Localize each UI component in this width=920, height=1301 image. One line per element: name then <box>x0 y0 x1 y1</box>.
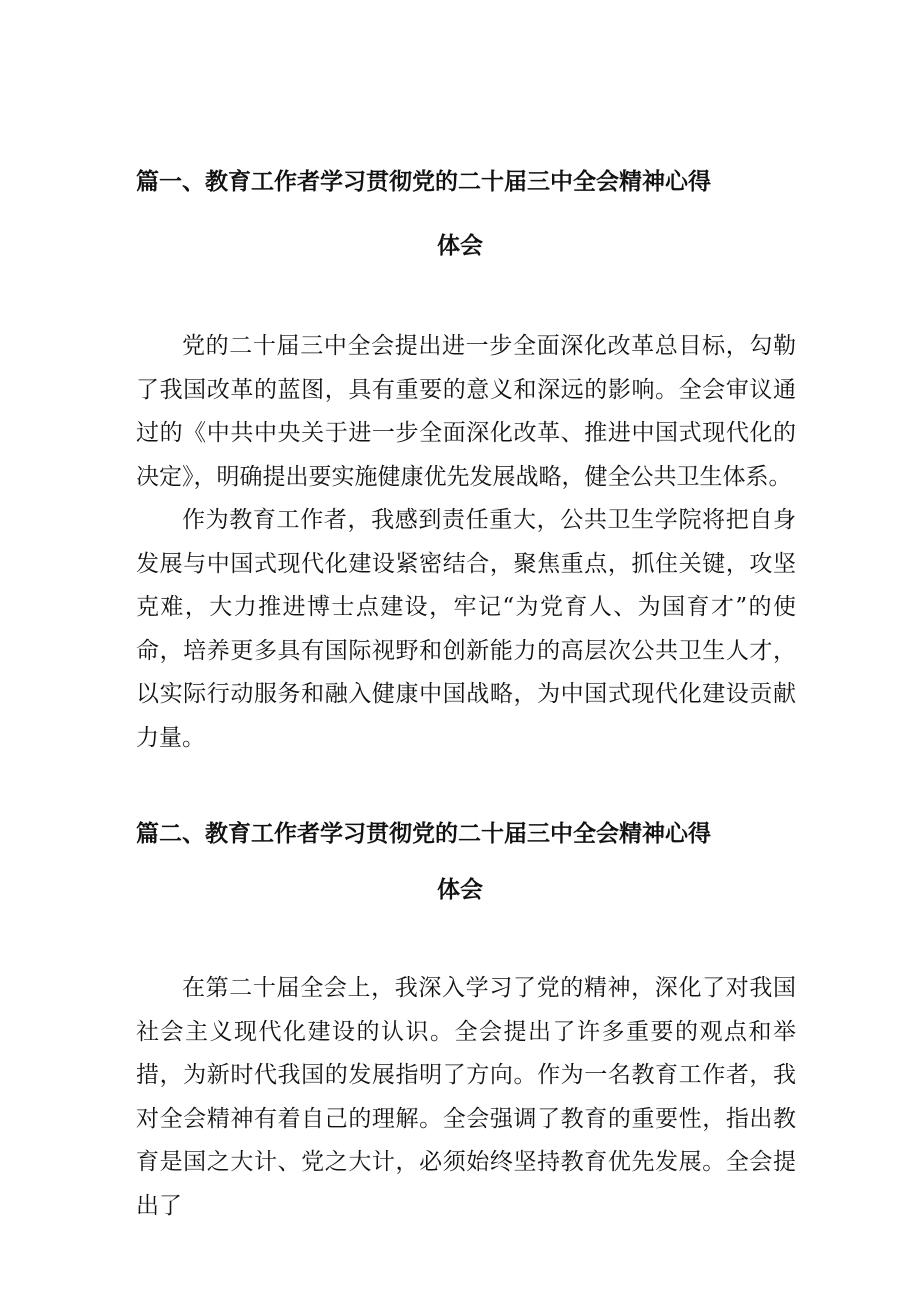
section-1-heading: 篇一、教育工作者学习贯彻党的二十届三中全会精神心得 <box>136 169 711 195</box>
section-1-paragraph-2: 作为教育工作者，我感到责任重大，公共卫生学院将把自身发展与中国式现代化建设紧密结合，聚焦重点，抓住关键，攻坚克难，大力推进博士点建设，牢记“为党育人、为国育才”的使命，培养更多具有国际视野和创新能力的高层次公共卫生人才，以实际行动服务和融入健康中国战略，为中国式现代化建设贡献力量。 <box>136 507 796 751</box>
section-2-heading-continuation: 体会 <box>437 877 483 903</box>
section-1-heading-continuation: 体会 <box>437 233 483 259</box>
section-2-heading: 篇二、教育工作者学习贯彻党的二十届三中全会精神心得 <box>136 821 711 847</box>
section-1-paragraph-1: 党的二十届三中全会提出进一步全面深化改革总目标，勾勒了我国改革的蓝图，具有重要的意义和深远的影响。全会审议通过的《中共中央关于进一步全面深化改革、推进中国式现代化的决定》，明确提出要实施健康优先发展战略，健全公共卫生体系。 <box>136 333 796 490</box>
section-2-paragraph-1: 在第二十届全会上，我深入学习了党的精神，深化了对我国社会主义现代化建设的认识。全会提出了许多重要的观点和举措，为新时代我国的发展指明了方向。作为一名教育工作者，我对全会精神有着自己的理解。全会强调了教育的重要性，指出教育是国之大计、党之大计，必须始终坚持教育优先发展。全会提出了 <box>136 975 796 1219</box>
